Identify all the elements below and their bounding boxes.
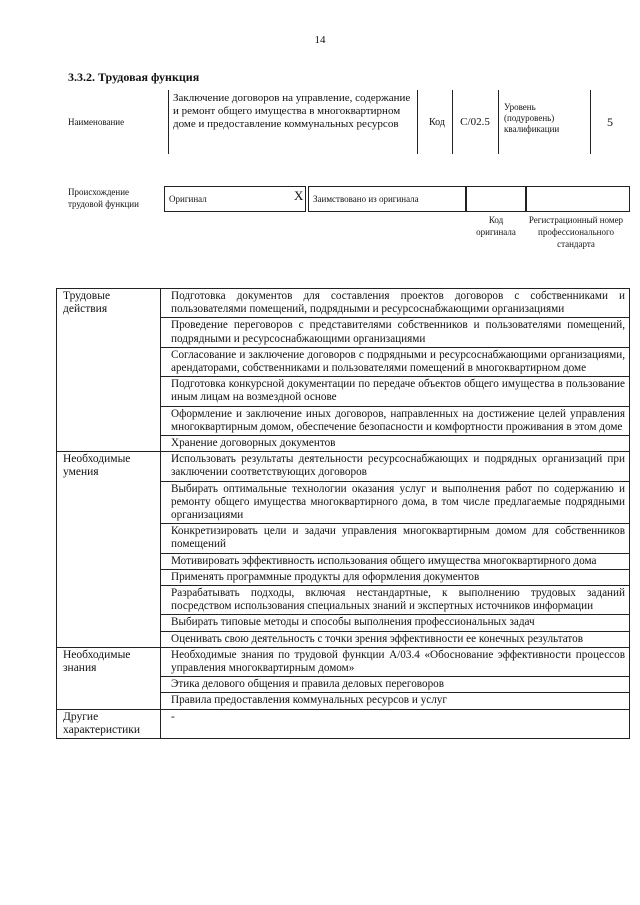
table-row bbox=[57, 709, 630, 738]
original-mark: X bbox=[294, 188, 304, 203]
table-row bbox=[57, 289, 630, 452]
borrowed-cell bbox=[308, 186, 466, 212]
section-title: 3.3.2. Трудовая функция bbox=[68, 70, 200, 84]
list-item: Выбирать оптимальные технологии оказания услуг и выполнения работ по содержанию и ремонту общего имущества многоквартирного дома, в том числе предлагаемые подрядными организациями bbox=[161, 482, 629, 525]
list-item: Необходимые знания по трудовой функции А/03.4 «Обоснование эффективности процессов управления многоквартирным домом» bbox=[161, 648, 629, 677]
function-name: Заключение договоров на управление, содержание и ремонт общего имущества в многоквартирном доме и предоставление коммунальных ресурсов bbox=[168, 90, 418, 154]
list-item: Этика делового общения и правила деловых переговоров bbox=[161, 677, 629, 693]
list-item: Подготовка документов для составления проектов договоров с собственниками и пользователями помещений, подрядными и ресурсоснабжающими организациями bbox=[161, 289, 629, 318]
row-header: Необходимые умения bbox=[57, 452, 161, 648]
list-item: Согласование и заключение договоров с подрядными и ресурсоснабжающими организациями, арендаторами, собственниками и пользователями помещений в многоквартирном доме bbox=[161, 348, 629, 377]
list-item: Конкретизировать цели и задачи управления многоквартирным домом для собственников помещений bbox=[161, 524, 629, 553]
table-row bbox=[57, 452, 630, 648]
function-details-table bbox=[56, 288, 630, 739]
page-number: 14 bbox=[314, 34, 326, 46]
borrowed-label: Заимствовано из оригинала bbox=[313, 194, 419, 204]
list-item: Хранение договорных документов bbox=[171, 437, 336, 450]
reg-number-caption: Регистрационный номер профессионального стандарта bbox=[528, 215, 624, 249]
list-item: Использовать результаты деятельности ресурсоснабжающих и подрядных организаций при заключении соответствующих договоров bbox=[161, 452, 629, 481]
list-item: Правила предоставления коммунальных ресурсов и услуг bbox=[171, 694, 447, 707]
list-item: Мотивировать эффективность использования общего имущества многоквартирного дома bbox=[161, 554, 629, 570]
original-cell bbox=[164, 186, 306, 212]
row-header: Трудовые действия bbox=[57, 289, 161, 452]
list-item: - bbox=[171, 710, 175, 723]
code-value: C/02.5 bbox=[452, 90, 499, 154]
row-header: Необходимые знания bbox=[57, 647, 161, 709]
reg-number-cell bbox=[526, 186, 630, 212]
list-item: Подготовка конкурсной документации по передаче объектов общего имущества в пользование иным лицам на возмездной основе bbox=[161, 377, 629, 406]
origin-label: Происхождение трудовой функции bbox=[68, 187, 139, 209]
list-item: Выбирать типовые методы и способы выполнения профессиональных задач bbox=[161, 615, 629, 631]
row-header: Другие характеристики bbox=[57, 709, 161, 738]
list-item: Оценивать свою деятельность с точки зрения эффективности ее конечных результатов bbox=[171, 632, 584, 645]
original-label: Оригинал bbox=[169, 194, 207, 204]
code-label: Код bbox=[422, 90, 453, 154]
list-item: Проведение переговоров с представителями собственников и пользователями помещений, подрядными и ресурсоснабжающими организациями bbox=[161, 318, 629, 347]
original-code-cell bbox=[466, 186, 526, 212]
name-label: Наименование bbox=[68, 117, 125, 127]
level-value: 5 bbox=[590, 90, 629, 154]
list-item: Применять программные продукты для оформления документов bbox=[161, 570, 629, 586]
code-original-caption: Код оригинала bbox=[476, 215, 516, 237]
list-item: Разрабатывать подходы, включая нестандартные, к выполнению трудовых заданий посредством использования специальных знаний и экспертных источников информации bbox=[161, 586, 629, 615]
table-row bbox=[57, 647, 630, 709]
level-label: Уровень (подуровень) квалификации bbox=[504, 102, 560, 134]
list-item: Оформление и заключение иных договоров, направленных на достижение целей управления многоквартирным домом, обеспечение безопасности и комфортности проживания в этом доме bbox=[161, 407, 629, 436]
